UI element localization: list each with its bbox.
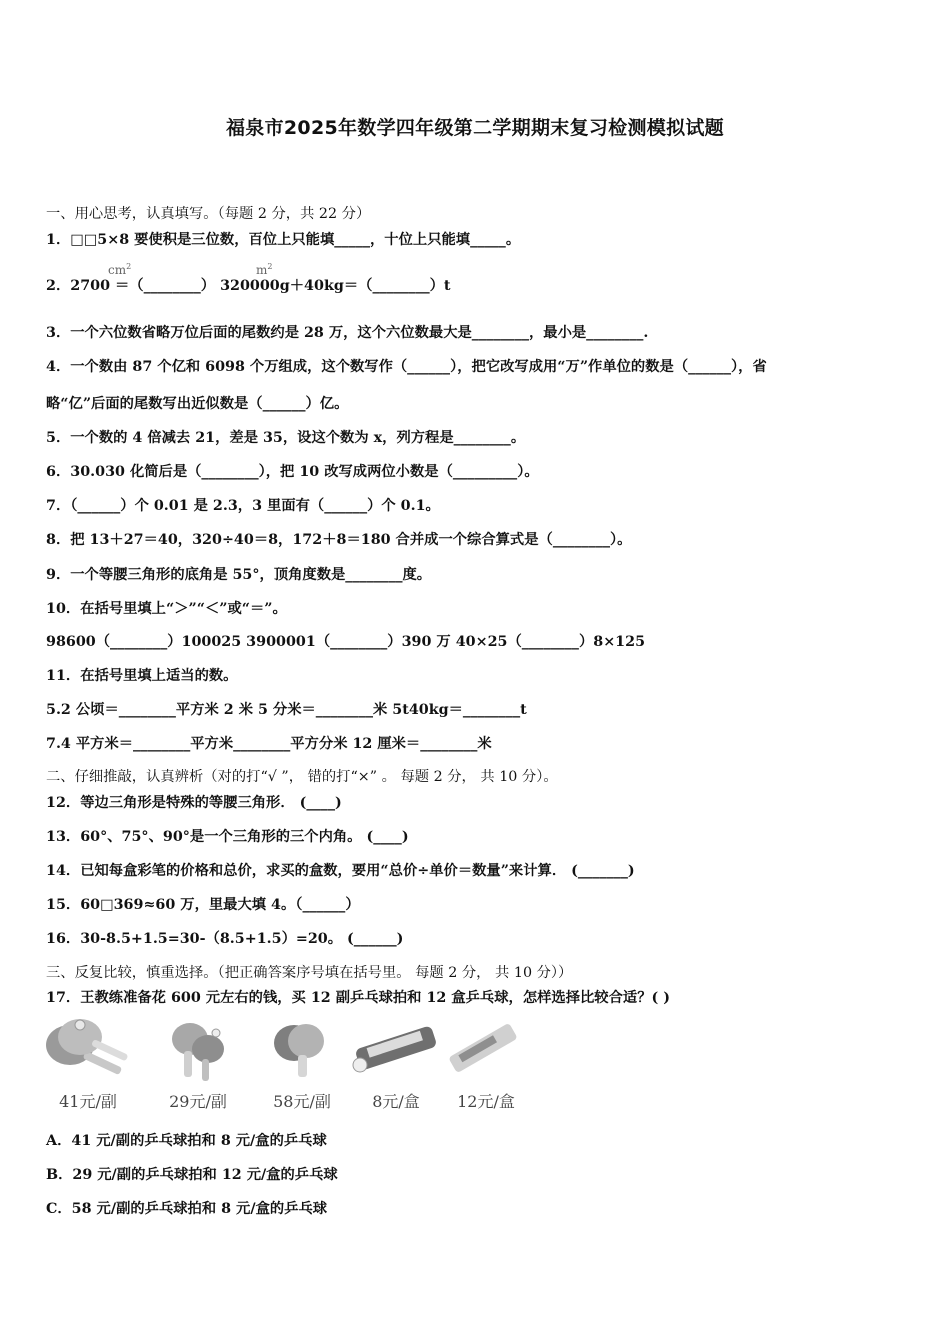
unit-cm2: $cm^2$ <box>108 262 132 277</box>
question-9: 9．一个等腰三角形的底角是 55°，顶角度数是________度。 <box>46 567 432 583</box>
question-13: 13．60°、75°、90°是一个三角形的三个内角。 (____) <box>46 829 409 845</box>
paddle-pair-picture <box>40 1015 136 1115</box>
question-4: 4．一个数由 87 个亿和 6098 个万组成，这个数写作（______），把它改写成用“万”作单位的数是（______），省 <box>46 359 767 375</box>
option-b: B．29 元/副的乒乓球拍和 12 元/盒的乒乓球 <box>46 1167 338 1183</box>
question-16: 16．30-8.5+1.5=30-（8.5+1.5）=20。 (______) <box>46 931 404 947</box>
question-8: 8．把 13＋27＝40，320÷40＝8，172＋8＝180 合并成一个综合算式是（________）。 <box>46 532 632 548</box>
question-4-cont: 略“亿”后面的尾数写出近似数是（______）亿。 <box>46 396 349 412</box>
question-2: 2．2700 ＝（________） 320000g＋40kg＝（________）t <box>46 278 451 294</box>
paddle-premium-picture <box>254 1015 350 1115</box>
question-11-row2: 7.4 平方米＝________平方米________平方分米 12 厘米＝________米 <box>46 736 492 752</box>
question-7: 7．（______）个 0.01 是 2.3，3 里面有（______）个 0.1。 <box>46 498 440 514</box>
question-3: 3．一个六位数省略万位后面的尾数约是 28 万，这个六位数最大是________，最小是________. <box>46 325 649 341</box>
section-1-heading: 一、用心思考，认真填写。（每题 2 分，共 22 分） <box>46 206 371 222</box>
option-a: A．41 元/副的乒乓球拍和 8 元/盒的乒乓球 <box>46 1133 327 1149</box>
question-1: 1．□□5×8 要使积是三位数，百位上只能填_____，十位上只能填_____。 <box>46 232 521 248</box>
question-17: 17．王教练准备花 600 元左右的钱，买 12 副乒乓球拍和 12 盒乒乓球，怎样选择比较合适？( ) <box>46 990 670 1006</box>
ball-box-picture <box>438 1015 534 1115</box>
price-label-3: 58元/副 <box>273 1092 331 1111</box>
section-2-heading: 二、仔细推敲，认真辨析（对的打“√ ”， 错的打“×” 。 每题 2 分， 共 10 分）。 <box>46 769 558 785</box>
price-label-5: 12元/盒 <box>457 1092 515 1111</box>
section-3-heading: 三、反复比较，慎重选择。（把正确答案序号填在括号里。 每题 2 分， 共 10 分）） <box>46 965 573 981</box>
price-label-4: 8元/盒 <box>372 1092 420 1111</box>
ball-tube-picture <box>348 1015 444 1115</box>
question-11-row1: 5.2 公顷＝________平方米 2 米 5 分米＝________米 5t40kg＝________t <box>46 702 527 718</box>
question-5: 5．一个数的 4 倍减去 21，差是 35，设这个数为 x，列方程是________。 <box>46 430 526 446</box>
question-12: 12．等边三角形是特殊的等腰三角形． (____) <box>46 795 342 811</box>
product-pictures <box>40 1015 520 1115</box>
page-title: 福泉市2025年数学四年级第二学期期末复习检测模拟试题 <box>226 117 724 139</box>
option-c: C．58 元/副的乒乓球拍和 8 元/盒的乒乓球 <box>46 1201 328 1217</box>
price-label-2: 29元/副 <box>169 1092 227 1111</box>
question-11: 11．在括号里填上适当的数。 <box>46 668 238 684</box>
question-10-items: 98600（________）100025 3900001（________）390 万 40×25（________）8×125 <box>46 634 646 650</box>
question-15: 15．60□369≈60 万，里最大填 4。（______） <box>46 897 360 913</box>
paddle-single-picture <box>150 1015 246 1115</box>
question-10: 10．在括号里填上“＞”“＜”或“＝”。 <box>46 601 287 617</box>
question-14: 14．已知每盒彩笔的价格和总价，求买的盒数，要用“总价÷单价＝数量”来计算． (_______) <box>46 863 635 879</box>
price-label-1: 41元/副 <box>59 1092 117 1111</box>
question-6: 6．30.030 化简后是（________），把 10 改写成两位小数是（_________）。 <box>46 464 539 480</box>
unit-m2: $m^2$ <box>256 262 273 277</box>
